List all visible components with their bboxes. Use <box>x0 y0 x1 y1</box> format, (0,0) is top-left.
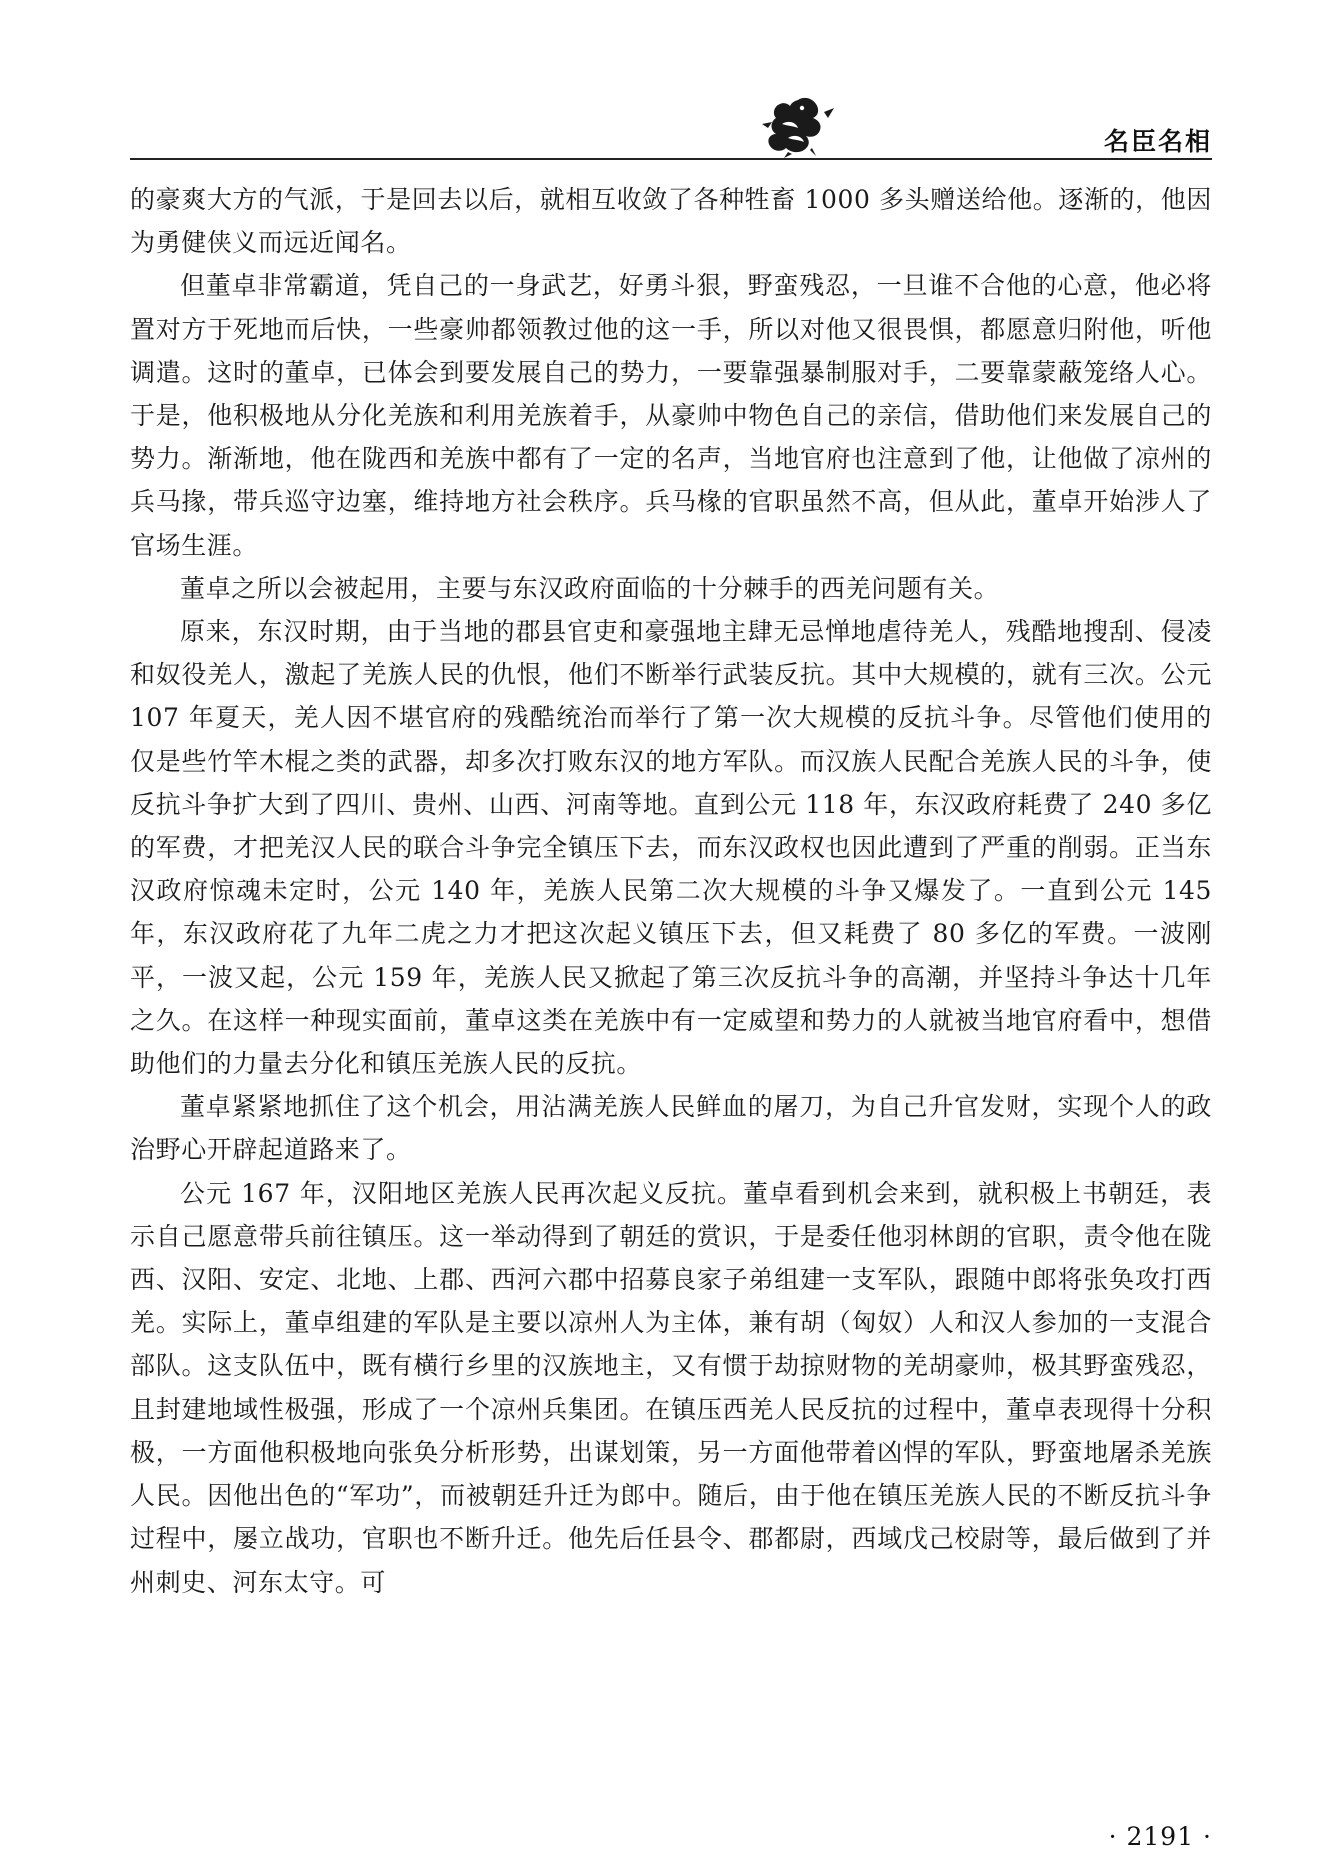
dragon-emblem-icon <box>758 94 836 158</box>
body-text <box>130 178 1212 1604</box>
paragraph-2: 但董卓非常霸道，凭自己的一身武艺，好勇斗狠，野蛮残忍，一旦谁不合他的心意，他必将置对方于死地而后快，一些豪帅都领教过他的这一手，所以对他又很畏惧，都愿意归附他，听他调遣。这时的董卓，已体会到要发展自己的势力，一要靠强暴制服对手，二要靠蒙蔽笼络人心。于是，他积极地从分化羌族和利用羌族着手，从豪帅中物色自己的亲信，借助他们来发展自己的势力。渐渐地，他在陇西和羌族中都有了一定的名声，当地官府也注意到了他，让他做了凉州的兵马掾，带兵巡守边塞，维持地方社会秩序。兵马椽的官职虽然不高，但从此，董卓开始涉人了官场生涯。 <box>130 271 1212 560</box>
paragraph-4: 原来，东汉时期，由于当地的郡县官吏和豪强地主肆无忌惮地虐待羌人，残酷地搜刮、侵凌和奴役羌人，激起了羌族人民的仇恨，他们不断举行武装反抗。其中大规模的，就有三次。公元 107 年夏天，羌人因不堪官府的残酷统治而举行了第一次大规模的反抗斗争。尽管他们使用的仅是些竹竿木棍之类的武器，却多次打败东汉的地方军队。而汉族人民配合羌族人民的斗争，使反抗斗争扩大到了四川、贵州、山西、河南等地。直到公元 118 年，东汉政府耗费了 240 多亿的军费，才把羌汉人民的联合斗争完全镇压下去，而东汉政权也因此遭到了严重的削弱。正当东汉政府惊魂未定时，公元 140 年，羌族人民第二次大规模的斗争又爆发了。一直到公元 145 年，东汉政府花了九年二虎之力才把这次起义镇压下去，但又耗费了 80 多亿的军费。一波刚平，一波又起，公元 159 年，羌族人民又掀起了第三次反抗斗争的高潮，并坚持斗争达十几年之久。在这样一种现实面前，董卓这类在羌族中有一定威望和势力的人就被当地官府看中，想借助他们的力量去分化和镇压羌族人民的反抗。 <box>130 617 1212 1079</box>
paragraph-3: 董卓之所以会被起用，主要与东汉政府面临的十分棘手的西羌问题有关。 <box>180 573 1000 603</box>
page-number: · 2191 · <box>1108 1822 1212 1851</box>
paragraph-1: 的豪爽大方的气派，于是回去以后，就相互收敛了各种牲畜 1000 多头赠送给他。逐渐的，他因为勇健侠义而远近闻名。 <box>130 185 1212 258</box>
page-header <box>130 100 1212 160</box>
header-divider <box>130 158 1212 160</box>
paragraph-6: 公元 167 年，汉阳地区羌族人民再次起义反抗。董卓看到机会来到，就积极上书朝廷，表示自己愿意带兵前往镇压。这一举动得到了朝廷的赏识，于是委任他羽林朗的官职，责令他在陇西、汉阳、安定、北地、上郡、西河六郡中招募良家子弟组建一支军队，跟随中郎将张奂攻打西羌。实际上，董卓组建的军队是主要以凉州人为主体，兼有胡（匈奴）人和汉人参加的一支混合部队。这支队伍中，既有横行乡里的汉族地主，又有惯于劫掠财物的羌胡豪帅，极其野蛮残忍，且封建地域性极强，形成了一个凉州兵集团。在镇压西羌人民反抗的过程中，董卓表现得十分积极，一方面他积极地向张奂分析形势，出谋划策，另一方面他带着凶悍的军队，野蛮地屠杀羌族人民。因他出色的“军功”，而被朝廷升迁为郎中。随后，由于他在镇压羌族人民的不断反抗斗争过程中，屡立战功，官职也不断升迁。他先后任县令、郡都尉，西域戊己校尉等，最后做到了并州刺史、河东太守。可 <box>130 1178 1212 1597</box>
section-title: 名臣名相 <box>1103 127 1212 156</box>
paragraph-5: 董卓紧紧地抓住了这个机会，用沾满羌族人民鲜血的屠刀，为自己升官发财，实现个人的政治野心开辟起道路来了。 <box>130 1092 1212 1165</box>
